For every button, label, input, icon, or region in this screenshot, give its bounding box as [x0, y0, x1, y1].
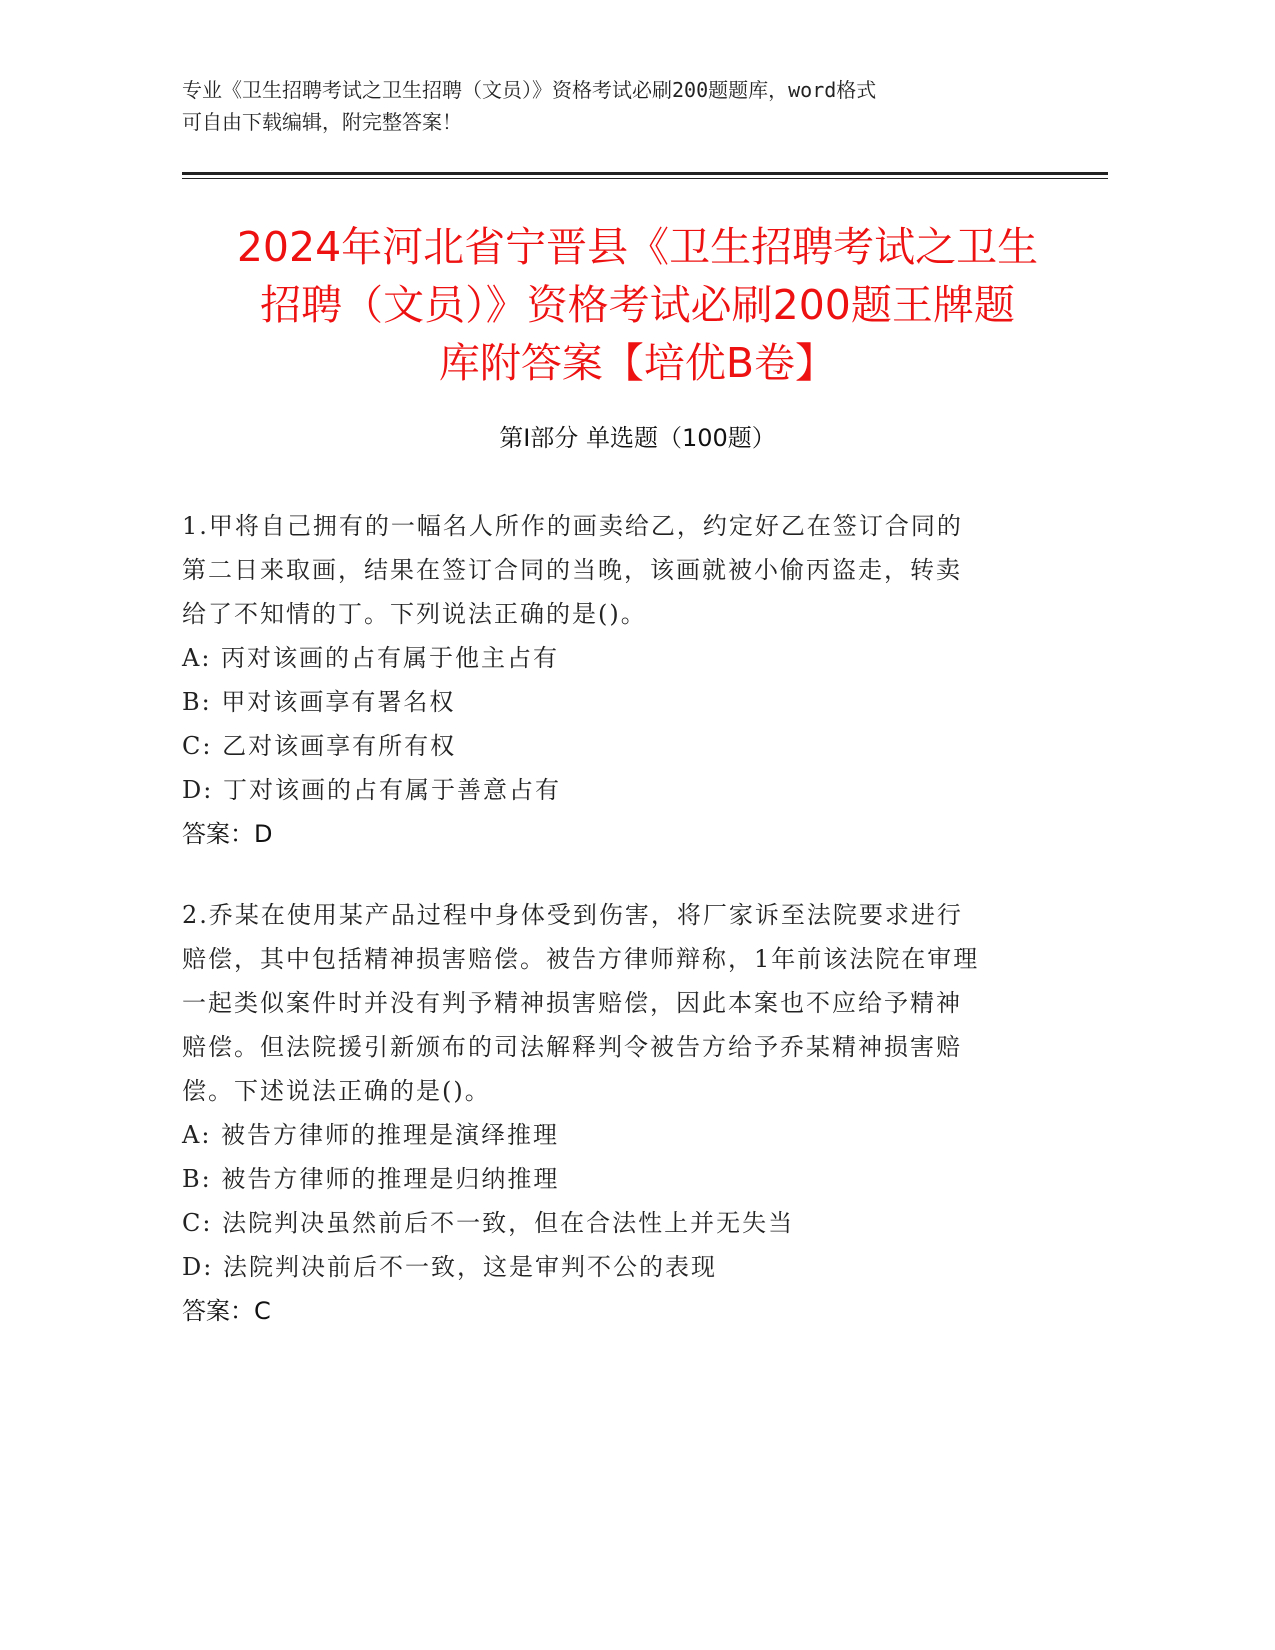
header-divider-thin — [182, 178, 1108, 179]
option-b: B: 被告方律师的推理是归纳推理 — [182, 1165, 560, 1193]
question-stem-line: 赔偿。但法院援引新颁布的司法解释判令被告方给予乔某精神损害赔 — [182, 1033, 962, 1061]
question-stem-line: 一起类似案件时并没有判予精神损害赔偿，因此本案也不应给予精神 — [182, 989, 962, 1017]
document-title-line-2: 招聘（文员）》资格考试必刷200题王牌题 — [260, 281, 1015, 329]
question-2 — [182, 893, 1082, 1333]
option-a: A: 被告方律师的推理是演绎推理 — [182, 1121, 560, 1149]
option-a: A: 丙对该画的占有属于他主占有 — [182, 644, 560, 672]
question-stem — [182, 504, 1082, 636]
question-stem-line: 2.乔某在使用某产品过程中身体受到伤害，将厂家诉至法院要求进行 — [182, 901, 963, 929]
question-stem-line: 1.甲将自己拥有的一幅名人所作的画卖给乙，约定好乙在签订合同的 — [182, 512, 963, 540]
question-stem — [182, 893, 1082, 1113]
header-note — [182, 74, 1032, 138]
question-stem-line: 给了不知情的丁。下列说法正确的是()。 — [182, 600, 647, 628]
option-c: C: 乙对该画享有所有权 — [182, 732, 457, 760]
header-divider-thick — [182, 172, 1108, 175]
header-note-line-1: 专业《卫生招聘考试之卫生招聘（文员）》资格考试必刷200题题库，word格式 — [182, 78, 877, 102]
question-stem-line: 第二日来取画，结果在签订合同的当晚，该画就被小偷丙盗走，转卖 — [182, 556, 962, 584]
answer-label: 答案：C — [182, 1297, 271, 1325]
document-title-line-3: 库附答案【培优B卷】 — [438, 339, 837, 387]
option-c: C: 法院判决虽然前后不一致，但在合法性上并无失当 — [182, 1209, 795, 1237]
answer-label: 答案：D — [182, 820, 273, 848]
option-d: D: 法院判决前后不一致，这是审判不公的表现 — [182, 1253, 717, 1281]
option-d: D: 丁对该画的占有属于善意占有 — [182, 776, 561, 804]
question-stem-line: 赔偿，其中包括精神损害赔偿。被告方律师辩称，1年前该法院在审理 — [182, 945, 980, 973]
header-note-line-2: 可自由下载编辑，附完整答案！ — [182, 110, 462, 134]
document-title — [160, 218, 1115, 392]
question-1 — [182, 504, 1082, 856]
section-heading: 第Ⅰ部分 单选题（100题） — [499, 424, 776, 452]
option-b: B: 甲对该画享有署名权 — [182, 688, 456, 716]
question-stem-line: 偿。下述说法正确的是()。 — [182, 1077, 491, 1105]
document-title-line-1: 2024年河北省宁晋县《卫生招聘考试之卫生 — [236, 223, 1039, 271]
